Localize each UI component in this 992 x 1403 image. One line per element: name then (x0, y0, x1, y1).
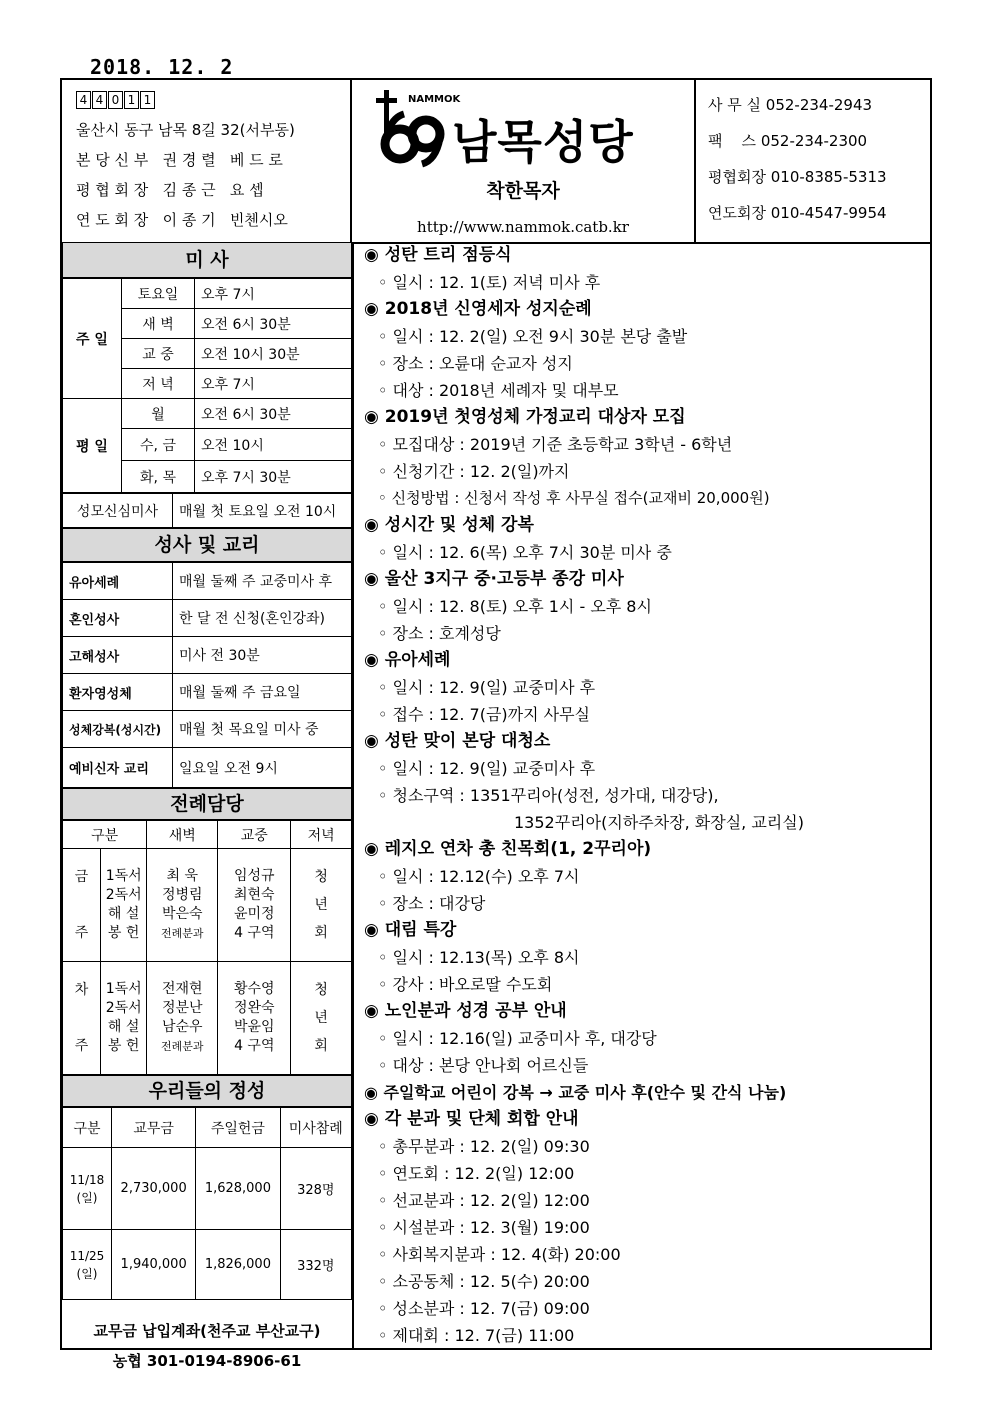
staff-row (76, 145, 350, 175)
sacrament-value: 일요일 오전 9시 (173, 748, 352, 788)
role: 1독서 (105, 868, 142, 884)
liturgy-header: 저녁 (291, 821, 352, 849)
offering-collection: 1,826,000 (196, 1230, 280, 1300)
special-mass-table (62, 493, 352, 528)
notice-line: ◦ 일시 : 12.12(수) 오후 7시 (378, 867, 580, 886)
week-label-top: 차 (74, 982, 89, 998)
role: 해 설 (107, 1019, 140, 1035)
header (62, 80, 930, 244)
mass-time: 오전 10시 (195, 429, 352, 461)
offering-header: 구분 (63, 1108, 112, 1148)
mass-time: 오전 6시 30분 (195, 399, 352, 429)
notice-line: ◦ 선교분과 : 12. 2(일) 12:00 (378, 1191, 590, 1210)
mass-time: 오후 7시 (195, 369, 352, 399)
sacrament-value: 매월 둘째 주 교중미사 후 (173, 563, 352, 600)
mass-section-title: 미 사 (62, 242, 352, 278)
sacraments-section-title: 성사 및 교리 (62, 528, 352, 562)
offering-attendance: 332명 (280, 1230, 351, 1300)
parish-logo (372, 90, 682, 170)
notice-line: ◦ 장소 : 대강당 (378, 894, 486, 913)
sacrament-name: 유아세례 (63, 563, 173, 600)
notice-title: ◉ 성탄 트리 점등식 (364, 245, 512, 265)
notice-title: ◉ 성탄 맞이 본당 대청소 (364, 731, 551, 751)
assignee: 전례분과 (161, 927, 204, 940)
notice-line: ◦ 소공동체 : 12. 5(수) 20:00 (378, 1272, 590, 1291)
role: 2독서 (105, 887, 142, 903)
liturgy-evening (291, 849, 352, 962)
offering-header: 미사참례 (280, 1108, 351, 1148)
notice-line: ◦ 연도회 : 12. 2(일) 12:00 (378, 1164, 575, 1183)
notice-line: ◦ 일시 : 12. 1(토) 저녁 미사 후 (378, 273, 601, 292)
mass-day: 교 중 (122, 339, 195, 369)
contact-value: 052-234-2300 (760, 132, 868, 150)
notice-line: ◦ 모집대상 : 2019년 기준 초등학교 3학년 - 6학년 (378, 435, 733, 454)
parish-url[interactable]: http://www.nammok.catb.kr (417, 218, 629, 236)
notice-line: ◦ 장소 : 호계성당 (378, 624, 501, 643)
sacrament-value: 미사 전 30분 (173, 637, 352, 674)
zip-digit: 1 (140, 91, 155, 109)
account-number: 농협 301-0194-8906-61 (112, 1352, 302, 1370)
liturgy-header: 교중 (218, 821, 291, 849)
assignee: 정분난 (162, 1000, 203, 1016)
notice-title: ◉ 성시간 및 성체 강복 (364, 515, 534, 535)
staff-row (76, 205, 350, 235)
notice-line: ◦ 일시 : 12. 9(일) 교중미사 후 (378, 759, 596, 778)
notice-line: ◦ 신청기간 : 12. 2(일)까지 (378, 462, 570, 481)
liturgy-main (218, 849, 291, 962)
zip-digit: 4 (76, 91, 91, 109)
notice-title: ◉ 주일학교 어린이 강복 → 교중 미사 후(안수 및 간식 나눔) (364, 1083, 787, 1102)
weekday-label: 평 일 (63, 399, 122, 493)
contact-value: 010-4547-9954 (770, 204, 887, 222)
masthead (352, 80, 696, 242)
notice-line: ◦ 총무분과 : 12. 2(일) 09:30 (378, 1137, 590, 1156)
notice-line: ◦ 일시 : 12. 2(일) 오전 9시 30분 본당 출발 (378, 327, 688, 346)
staff-role: 연 도 회 장 (76, 211, 149, 229)
staff-name: 이 종 기 (162, 211, 216, 229)
sacraments-table (62, 562, 352, 788)
assignee: 년 (314, 897, 328, 913)
bulletin-date: 2018. 12. 2 (90, 55, 234, 79)
week-label (63, 849, 101, 962)
assignee: 정병림 (162, 887, 203, 903)
notice-line: ◦ 사회복지분과 : 12. 4(화) 20:00 (378, 1245, 621, 1264)
liturgy-evening (291, 962, 352, 1075)
notice-line: ◦ 일시 : 12.16(일) 교중미사 후, 대강당 (378, 1029, 657, 1048)
parish-name: 남목성당 (452, 115, 634, 169)
sacrament-name: 환자영성체 (63, 674, 173, 711)
role: 봉 헌 (107, 1038, 140, 1054)
offering-header: 주일헌금 (196, 1108, 280, 1148)
day-text: (일) (76, 1266, 98, 1281)
assignee: 윤미정 (233, 906, 275, 922)
assignee: 정완숙 (233, 1000, 275, 1016)
offerings-section-title: 우리들의 정성 (62, 1075, 352, 1107)
assignee: 최현숙 (233, 887, 275, 903)
liturgy-roles (101, 962, 147, 1075)
notice-title: ◉ 노인분과 성경 공부 안내 (364, 1001, 567, 1021)
sacrament-value: 매월 둘째 주 금요일 (173, 674, 352, 711)
notices (354, 242, 930, 1348)
bulletin-frame (60, 78, 932, 1370)
sacrament-name: 예비신자 교리 (63, 748, 173, 788)
offering-dues: 1,940,000 (112, 1230, 196, 1300)
liturgy-header: 구분 (63, 821, 147, 849)
contact-value: 052-234-2943 (765, 96, 873, 114)
notice-title: ◉ 유아세례 (364, 650, 451, 670)
notice-title: ◉ 울산 3지구 중·고등부 종강 미사 (364, 569, 624, 589)
assignee: 전례분과 (161, 1040, 204, 1053)
account-info (62, 1300, 352, 1376)
assignee: 청 (314, 869, 328, 885)
staff-name: 권 경 렬 (162, 151, 216, 169)
assignee: 4 구역 (234, 1038, 275, 1054)
mass-day: 새 벽 (122, 309, 195, 339)
notice-title: ◉ 2019년 첫영성체 가정교리 대상자 모집 (364, 407, 686, 427)
contact-row (708, 200, 930, 236)
special-mass-time: 매월 첫 토요일 오전 10시 (173, 494, 352, 528)
mass-day: 월 (122, 399, 195, 429)
notice-line: ◦ 강사 : 바오로딸 수도회 (378, 975, 553, 994)
account-title: 교무금 납입계좌(천주교 부산교구) (93, 1322, 321, 1340)
logo-english: NAMMOK (408, 94, 461, 105)
assignee: 박윤임 (233, 1019, 275, 1035)
table-row (63, 1148, 352, 1230)
week-label-bottom: 주 (74, 925, 89, 941)
notice-line: ◦ 청소구역 : 1351꾸리아(성전, 성가대, 대강당), (378, 786, 719, 805)
notice-title: ◉ 대림 특강 (364, 920, 457, 940)
role: 1독서 (105, 981, 142, 997)
week-label (63, 962, 101, 1075)
notice-line: ◦ 일시 : 12. 9(일) 교중미사 후 (378, 678, 596, 697)
role: 봉 헌 (107, 925, 140, 941)
mass-day: 토요일 (122, 279, 195, 309)
notice-title: ◉ 2018년 신영세자 성지순례 (364, 299, 592, 319)
sacrament-name: 혼인성사 (63, 600, 173, 637)
contact-row (708, 164, 930, 200)
assignee: 최 욱 (166, 868, 199, 884)
staff-role: 본 당 신 부 (76, 151, 149, 169)
contact-label: 연도회장 (708, 204, 766, 222)
notice-line: 1352꾸리아(지하주차장, 화장실, 교리실) (514, 813, 804, 832)
offering-dues: 2,730,000 (112, 1148, 196, 1230)
notice-line: ◦ 제대회 : 12. 7(금) 11:00 (378, 1326, 575, 1345)
left-column (62, 242, 354, 1370)
offering-date (63, 1230, 112, 1300)
sunday-label: 주 일 (63, 279, 122, 399)
staff-baptismal: 빈첸시오 (229, 211, 288, 229)
liturgy-table (62, 820, 352, 1075)
mass-day: 화, 목 (122, 461, 195, 493)
assignee: 회 (314, 925, 328, 941)
liturgy-section-title: 전례담당 (62, 788, 352, 820)
mass-time: 오후 7시 30분 (195, 461, 352, 493)
liturgy-dawn (147, 962, 218, 1075)
mass-time: 오전 6시 30분 (195, 309, 352, 339)
parish-info (62, 80, 352, 242)
assignee: 회 (314, 1038, 328, 1054)
contacts (696, 80, 930, 242)
liturgy-main (218, 962, 291, 1075)
notice-line: ◦ 접수 : 12. 7(금)까지 사무실 (378, 705, 591, 724)
table-row (63, 1230, 352, 1300)
role: 2독서 (105, 1000, 142, 1016)
offering-attendance: 328명 (280, 1148, 351, 1230)
zip-digit: 4 (92, 91, 107, 109)
staff-baptismal: 베 드 로 (229, 151, 283, 169)
contact-row (708, 128, 930, 164)
special-mass-label: 성모신심미사 (63, 494, 173, 528)
mass-time: 오후 7시 (195, 279, 352, 309)
notice-title: ◉ 각 분과 및 단체 회합 안내 (364, 1109, 579, 1129)
liturgy-header: 새벽 (147, 821, 218, 849)
assignee: 박은숙 (162, 906, 203, 922)
contact-label: 사 무 실 (708, 96, 762, 114)
week-label-bottom: 주 (74, 1038, 89, 1054)
date-text: 11/18 (69, 1172, 105, 1187)
mass-day: 저 녁 (122, 369, 195, 399)
sacrament-value: 한 달 전 신청(혼인강좌) (173, 600, 352, 637)
mass-day: 수, 금 (122, 429, 195, 461)
day-text: (일) (76, 1190, 98, 1205)
zip-code (76, 91, 156, 109)
assignee: 청 (314, 982, 328, 998)
assignee: 전재현 (162, 981, 203, 997)
notice-line: ◦ 대상 : 2018년 세례자 및 대부모 (378, 381, 619, 400)
assignee: 임성규 (233, 868, 275, 884)
notice-title: ◉ 레지오 연차 총 친목회(1, 2꾸리아) (364, 839, 652, 859)
mass-time: 오전 10시 30분 (195, 339, 352, 369)
notice-line: ◦ 일시 : 12. 8(토) 오후 1시 - 오후 8시 (378, 597, 652, 616)
contact-label: 팩 스 (708, 132, 757, 150)
sacrament-value: 매월 첫 목요일 미사 중 (173, 711, 352, 748)
notice-line: ◦ 성소분과 : 12. 7(금) 09:00 (378, 1299, 590, 1318)
notice-line: ◦ 일시 : 12. 6(목) 오후 7시 30분 미사 중 (378, 543, 672, 562)
week-label-top: 금 (74, 869, 89, 885)
assignee: 남순우 (162, 1019, 203, 1035)
offering-collection: 1,628,000 (196, 1148, 280, 1230)
assignee: 4 구역 (234, 925, 275, 941)
bulletin-subtitle: 착한목자 (486, 180, 560, 202)
staff-name: 김 종 근 (162, 181, 216, 199)
offerings-table (62, 1107, 352, 1300)
notice-line: ◦ 대상 : 본당 안나회 어르신들 (378, 1056, 589, 1075)
liturgy-dawn (147, 849, 218, 962)
assignee: 황수영 (233, 981, 275, 997)
notice-line: ◦ 장소 : 오륜대 순교자 성지 (378, 354, 573, 373)
contact-value: 010-8385-5313 (770, 168, 887, 186)
notice-line: ◦ 시설분과 : 12. 3(월) 19:00 (378, 1218, 590, 1237)
offering-date (63, 1148, 112, 1230)
staff-role: 평 협 회 장 (76, 181, 149, 199)
sacrament-name: 고해성사 (63, 637, 173, 674)
contact-row (708, 92, 930, 128)
role: 해 설 (107, 906, 140, 922)
address: 울산시 동구 남목 8길 32(서부동) (76, 121, 295, 139)
notice-line: ◦ 일시 : 12.13(목) 오후 8시 (378, 948, 580, 967)
date-text: 11/25 (69, 1248, 105, 1263)
mass-table (62, 278, 352, 493)
zip-digit: 1 (124, 91, 139, 109)
offering-header: 교무금 (112, 1108, 196, 1148)
sacrament-name: 성체강복(성시간) (63, 711, 173, 748)
zip-digit: 0 (108, 91, 123, 109)
notice-line: ◦ 신청방법 : 신청서 작성 후 사무실 접수(교재비 20,000원) (378, 489, 770, 507)
assignee: 년 (314, 1010, 328, 1026)
liturgy-roles (101, 849, 147, 962)
staff-row (76, 175, 350, 205)
staff-baptismal: 요 셉 (229, 181, 264, 199)
contact-label: 평협회장 (708, 168, 766, 186)
